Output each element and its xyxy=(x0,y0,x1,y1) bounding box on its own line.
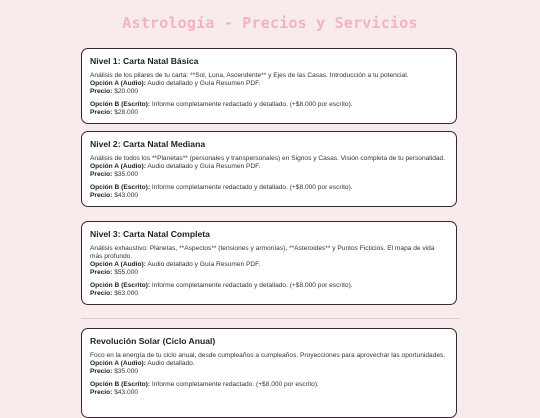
option-b-text: Informe completamente redactado y detallado. (+$8.000 por escrito). xyxy=(151,184,353,191)
price-b-label: Precio: xyxy=(90,192,113,199)
option-b-text: Informe completamente redactado y detallado. (+$8.000 por escrito). xyxy=(151,101,353,108)
price-a-value: $35.000 xyxy=(114,368,139,375)
page-title: Astrología - Precios y Servicios xyxy=(122,14,418,32)
price-a-value: $35.000 xyxy=(114,171,139,178)
option-a xyxy=(90,360,448,368)
option-a xyxy=(90,80,448,88)
price-b-label: Precio: xyxy=(90,109,113,116)
option-b-label: Opción B (Escrito): xyxy=(90,101,151,108)
option-a-text: Audio detallado. xyxy=(147,360,195,367)
price-b-value: $43.000 xyxy=(114,192,139,199)
option-a xyxy=(90,261,448,269)
price-b-value: $63.000 xyxy=(114,290,139,297)
option-b xyxy=(90,184,448,192)
card-description: Análisis de los pilares de tu carta: **Sol, Luna, Ascendente** y Ejes de las Casas. Introducción a tu potencial. xyxy=(90,72,409,79)
service-card-nivel-2 xyxy=(81,131,457,207)
price-a xyxy=(90,269,448,277)
price-b xyxy=(90,290,448,298)
option-b-label: Opción B (Escrito): xyxy=(90,184,151,191)
card-title: Nivel 1: Carta Natal Básica xyxy=(90,56,199,66)
service-card-nivel-3 xyxy=(81,221,457,305)
option-b-text: Informe completamente redactado y detallado. (+$8.000 por escrito). xyxy=(151,282,353,289)
option-b xyxy=(90,101,448,109)
price-b xyxy=(90,192,448,200)
option-a-text: Audio detallado y Guía Resumen PDF. xyxy=(147,261,261,268)
option-a-label: Opción A (Audio): xyxy=(90,261,146,268)
card-title: Revolución Solar (Ciclo Anual) xyxy=(90,336,216,346)
price-b xyxy=(90,109,448,117)
option-a-label: Opción A (Audio): xyxy=(90,360,146,367)
price-a-label: Precio: xyxy=(90,269,113,276)
price-a xyxy=(90,368,448,376)
card-description: Análisis exhaustivo: Planetas, **Aspectos** (tensiones y armonías), **Asteroides** y Puntos Ficticios. El mapa de vida más profundo. xyxy=(90,245,435,260)
option-a-text: Audio detallado y Guía Resumen PDF. xyxy=(147,163,261,170)
option-b-text: Informe completamente redactado. (+$8.000 por escrito). xyxy=(151,381,319,388)
option-b xyxy=(90,381,448,389)
section-divider xyxy=(81,318,460,319)
price-a xyxy=(90,171,448,179)
price-b-label: Precio: xyxy=(90,389,113,396)
price-a-label: Precio: xyxy=(90,88,113,95)
card-description: Análisis de todos los **Planetas** (personales y transpersonales) en Signos y Casas. Visión completa de tu personalidad. xyxy=(90,155,446,162)
option-b xyxy=(90,282,448,290)
price-a xyxy=(90,88,448,96)
option-a-label: Opción A (Audio): xyxy=(90,80,146,87)
service-card-nivel-1 xyxy=(81,48,457,124)
option-b-label: Opción B (Escrito): xyxy=(90,381,151,388)
option-b-label: Opción B (Escrito): xyxy=(90,282,151,289)
price-b-label: Precio: xyxy=(90,290,113,297)
card-title: Nivel 3: Carta Natal Completa xyxy=(90,229,210,239)
price-a-label: Precio: xyxy=(90,171,113,178)
price-a-value: $55.000 xyxy=(114,269,139,276)
card-description: Foco en la energía de tu ciclo anual, desde cumpleaños a cumpleaños. Proyecciones para aprovechar las oportunidades. xyxy=(90,352,446,359)
option-a xyxy=(90,163,448,171)
price-b xyxy=(90,389,448,397)
price-b-value: $28.000 xyxy=(114,109,139,116)
price-a-value: $20.000 xyxy=(114,88,139,95)
option-a-label: Opción A (Audio): xyxy=(90,163,146,170)
price-a-label: Precio: xyxy=(90,368,113,375)
card-title: Nivel 2: Carta Natal Mediana xyxy=(90,139,206,149)
option-a-text: Audio detallado y Guía Resumen PDF. xyxy=(147,80,261,87)
price-b-value: $43.000 xyxy=(114,389,139,396)
